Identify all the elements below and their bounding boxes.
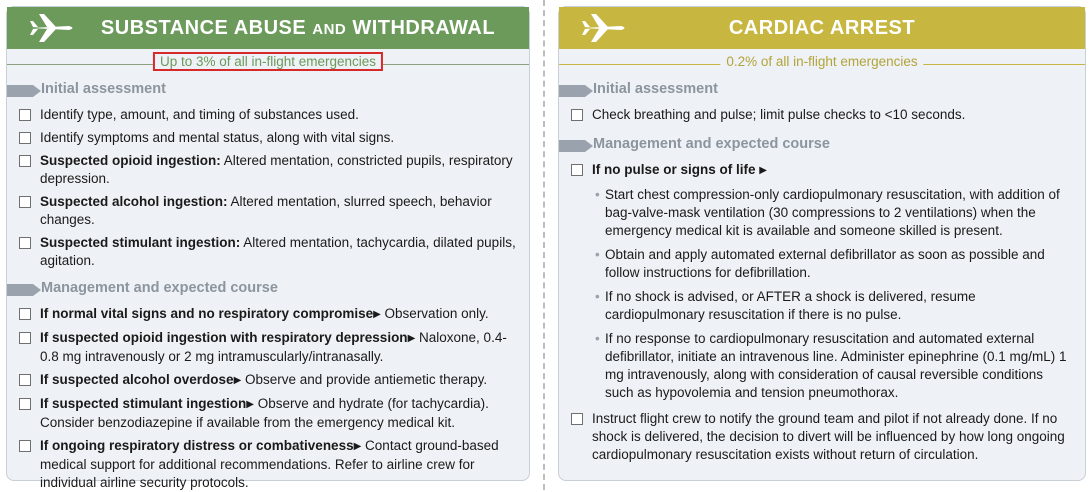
checklist-item: Suspected stimulant ingestion: Altered mentation, tachycardia, dilated pupils, agitation. — [7, 234, 529, 270]
checkbox[interactable] — [19, 155, 31, 167]
checkbox[interactable] — [19, 109, 31, 121]
checklist-item: Identify symptoms and mental status, along with vital signs. — [7, 129, 529, 147]
bullet-icon: • — [595, 289, 600, 304]
checklist-item: If no pulse or signs of life ▶ — [559, 161, 1085, 180]
bullet-icon: • — [595, 331, 600, 346]
bullet-item: • If no shock is advised, or AFTER a shock is delivered, resume cardiopulmonary resuscitation if there is no pulse. — [595, 289, 976, 322]
checkbox[interactable] — [19, 398, 31, 410]
frequency-text: Up to 3% of all in-flight emergencies — [153, 52, 383, 71]
checklist-item: If ongoing respiratory distress or combativeness▶ Contact ground-based medical support for additional recommendations. Refer to airline crew for individual airline security protocols. — [7, 437, 529, 492]
frequency-banner — [7, 49, 529, 77]
checkbox[interactable] — [19, 332, 31, 344]
checklist-item: Suspected opioid ingestion: Altered mentation, constricted pupils, respiratory depression. — [7, 152, 529, 188]
card-title: SUBSTANCE ABUSE AND WITHDRAWAL — [100, 17, 496, 39]
cardiac-arrest-card — [558, 6, 1086, 481]
checklist-item: Check breathing and pulse; limit pulse checks to <10 seconds. — [559, 106, 1085, 124]
card-header — [7, 7, 529, 49]
frequency-banner — [559, 49, 1085, 77]
frequency-text: 0.2% of all in-flight emergencies — [720, 54, 923, 69]
checkbox[interactable] — [19, 374, 31, 386]
bullet-icon: • — [595, 187, 600, 202]
checkbox[interactable] — [571, 109, 583, 121]
checklist-item: If normal vital signs and no respiratory compromise▶ Observation only. — [7, 305, 529, 324]
card-header — [559, 7, 1085, 49]
checkbox[interactable] — [19, 237, 31, 249]
checklist-item: If suspected opioid ingestion with respiratory depression▶ Naloxone, 0.4-0.8 mg intravenously or 2 mg intramuscularly/intranasally. — [7, 329, 529, 366]
checkbox[interactable] — [571, 413, 583, 425]
section-initial-assessment: Initial assessment — [559, 81, 1085, 101]
checklist-item: If suspected alcohol overdose▶ Observe and provide antiemetic therapy. — [7, 371, 529, 390]
substance-abuse-card — [6, 6, 530, 490]
checkbox[interactable] — [19, 440, 31, 452]
bullet-item: • Obtain and apply automated external defibrillator as soon as possible and follow instructions for defibrillation. — [595, 247, 1045, 280]
section-management: Management and expected course — [7, 280, 529, 300]
checkbox[interactable] — [19, 196, 31, 208]
bullet-item: • Start chest compression-only cardiopulmonary resuscitation, with addition of bag-valve-mask ventilation (30 compressions to 2 ventilations) when the emergency medical kit is available and someone skilled is present. — [595, 187, 1060, 238]
bullet-icon: • — [595, 247, 600, 262]
panel-divider — [543, 0, 545, 490]
checkbox[interactable] — [19, 308, 31, 320]
section-management: Management and expected course — [559, 136, 1085, 156]
checkbox[interactable] — [19, 132, 31, 144]
checklist-item: Instruct flight crew to notify the ground team and pilot if not already done. If no shock is delivered, the decision to divert will be influenced by how long ongoing cardiopulmonary resuscitation exists without return of circulation. — [559, 410, 1085, 464]
section-initial-assessment: Initial assessment — [7, 81, 529, 101]
card-title: CARDIAC ARREST — [728, 17, 916, 39]
checklist-item: Identify type, amount, and timing of substances used. — [7, 106, 529, 124]
checklist-item: Suspected alcohol ingestion: Altered mentation, slurred speech, behavior changes. — [7, 193, 529, 229]
checkbox[interactable] — [571, 164, 583, 176]
bullet-item: • If no response to cardiopulmonary resuscitation and automated external defibrillator, initiate an intravenous line. Administer epinephrine (0.1 mg/mL) 1 mg intravenously, along with consideration of causal reversible conditions such as hypovolemia and tension pneumothorax. — [595, 331, 1067, 400]
checklist-item: If suspected stimulant ingestion▶ Observe and hydrate (for tachycardia). Consider benzodiazepine if available from the emergency medical kit. — [7, 395, 529, 432]
